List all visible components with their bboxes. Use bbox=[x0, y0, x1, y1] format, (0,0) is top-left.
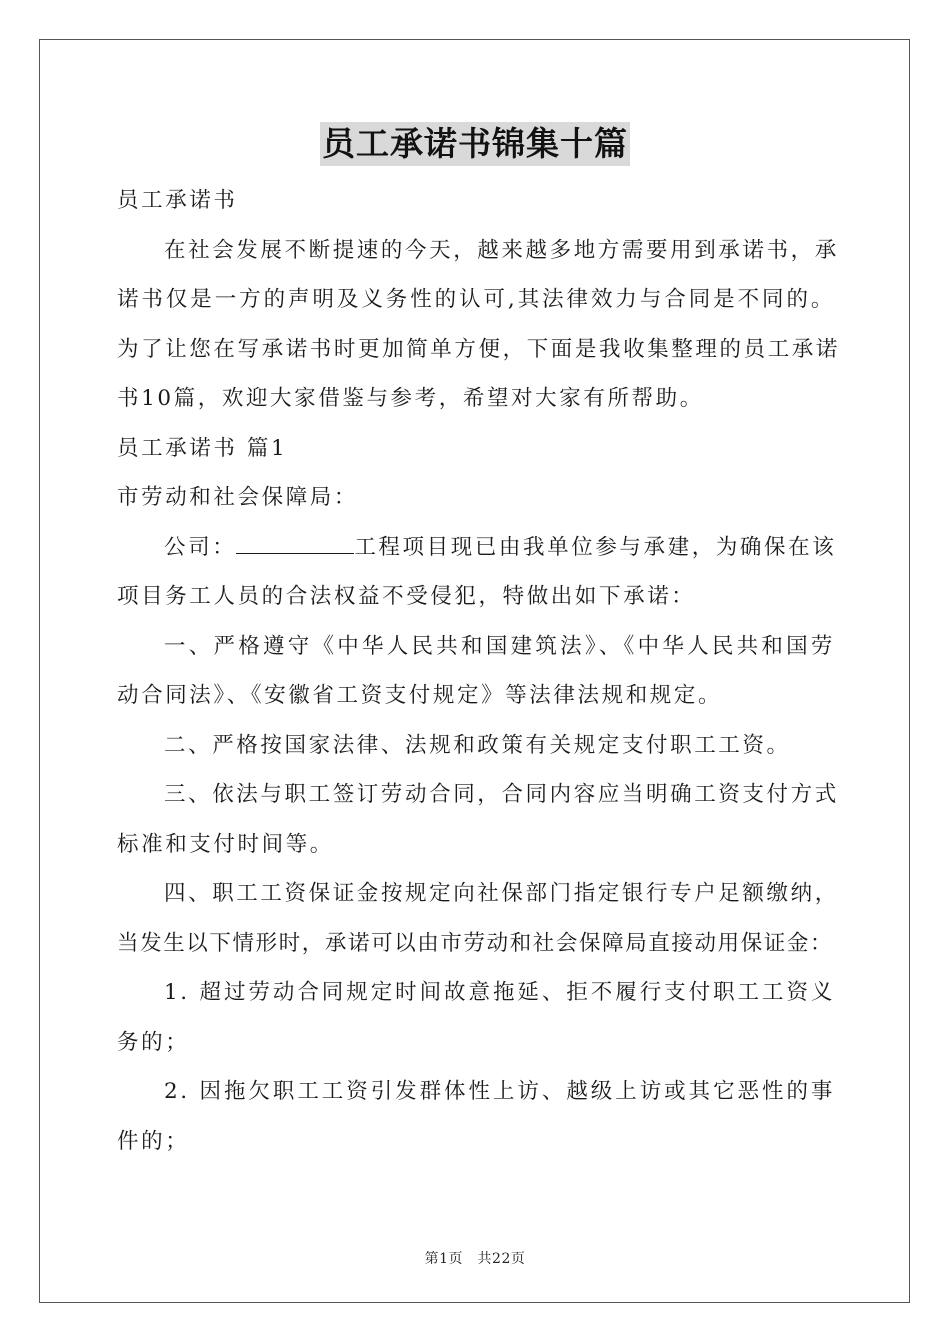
body-line: 一、严格遵守《中华人民共和国建筑法》、《中华人民共和国劳 bbox=[164, 633, 835, 659]
body-line: 务的； bbox=[117, 1029, 190, 1055]
body-line: 1. 超过劳动合同规定时间故意拖延、拒不履行支付职工工资义 bbox=[164, 980, 835, 1005]
intro-line: 书10篇，欢迎大家借鉴与参考，希望对大家有所帮助。 bbox=[117, 386, 704, 411]
section-heading: 员工承诺书 bbox=[117, 188, 238, 213]
company-label: 公司： bbox=[164, 534, 237, 560]
document-title: 员工承诺书锦集十篇 bbox=[320, 122, 630, 166]
body-line: 动合同法》、《安徽省工资支付规定》等法律法规和规定。 bbox=[117, 683, 723, 708]
page-footer: 第1页 共22页 bbox=[424, 1251, 526, 1267]
body-line: 当发生以下情形时，承诺可以由市劳动和社会保障局直接动用保证金： bbox=[117, 930, 834, 956]
company-blank bbox=[236, 537, 354, 554]
body-line: 标准和支付时间等。 bbox=[117, 831, 334, 857]
intro-line: 在社会发展不断提速的今天，越来越多地方需要用到承诺书，承 bbox=[164, 237, 839, 263]
body-line: 四、职工工资保证金按规定向社保部门指定银行专户足额缴纳， bbox=[164, 881, 839, 906]
intro-line: 诺书仅是一方的声明及义务性的认可,其法律效力与合同是不同的。 bbox=[117, 287, 835, 312]
body-line: 件的； bbox=[117, 1128, 190, 1154]
body-line: 三、依法与职工签订劳动合同，合同内容应当明确工资支付方式 bbox=[164, 782, 839, 807]
body-line bbox=[117, 523, 837, 573]
document-body bbox=[117, 176, 841, 1166]
body-line: 2. 因拖欠职工工资引发群体性上访、越级上访或其它恶性的事 bbox=[164, 1079, 835, 1104]
body-text: 工程项目现已由我单位参与承建，为确保在该 bbox=[354, 534, 837, 560]
addressee: 市劳动和社会保障局： bbox=[117, 485, 359, 510]
intro-line: 为了让您在写承诺书时更加简单方便，下面是我收集整理的员工承诺 bbox=[117, 336, 841, 362]
section-heading: 员工承诺书 篇1 bbox=[117, 435, 288, 461]
body-line: 二、严格按国家法律、法规和政策有关规定支付职工工资。 bbox=[164, 732, 791, 758]
body-line: 项目务工人员的合法权益不受侵犯，特做出如下承诺： bbox=[117, 584, 696, 609]
title-wrap bbox=[0, 122, 950, 166]
